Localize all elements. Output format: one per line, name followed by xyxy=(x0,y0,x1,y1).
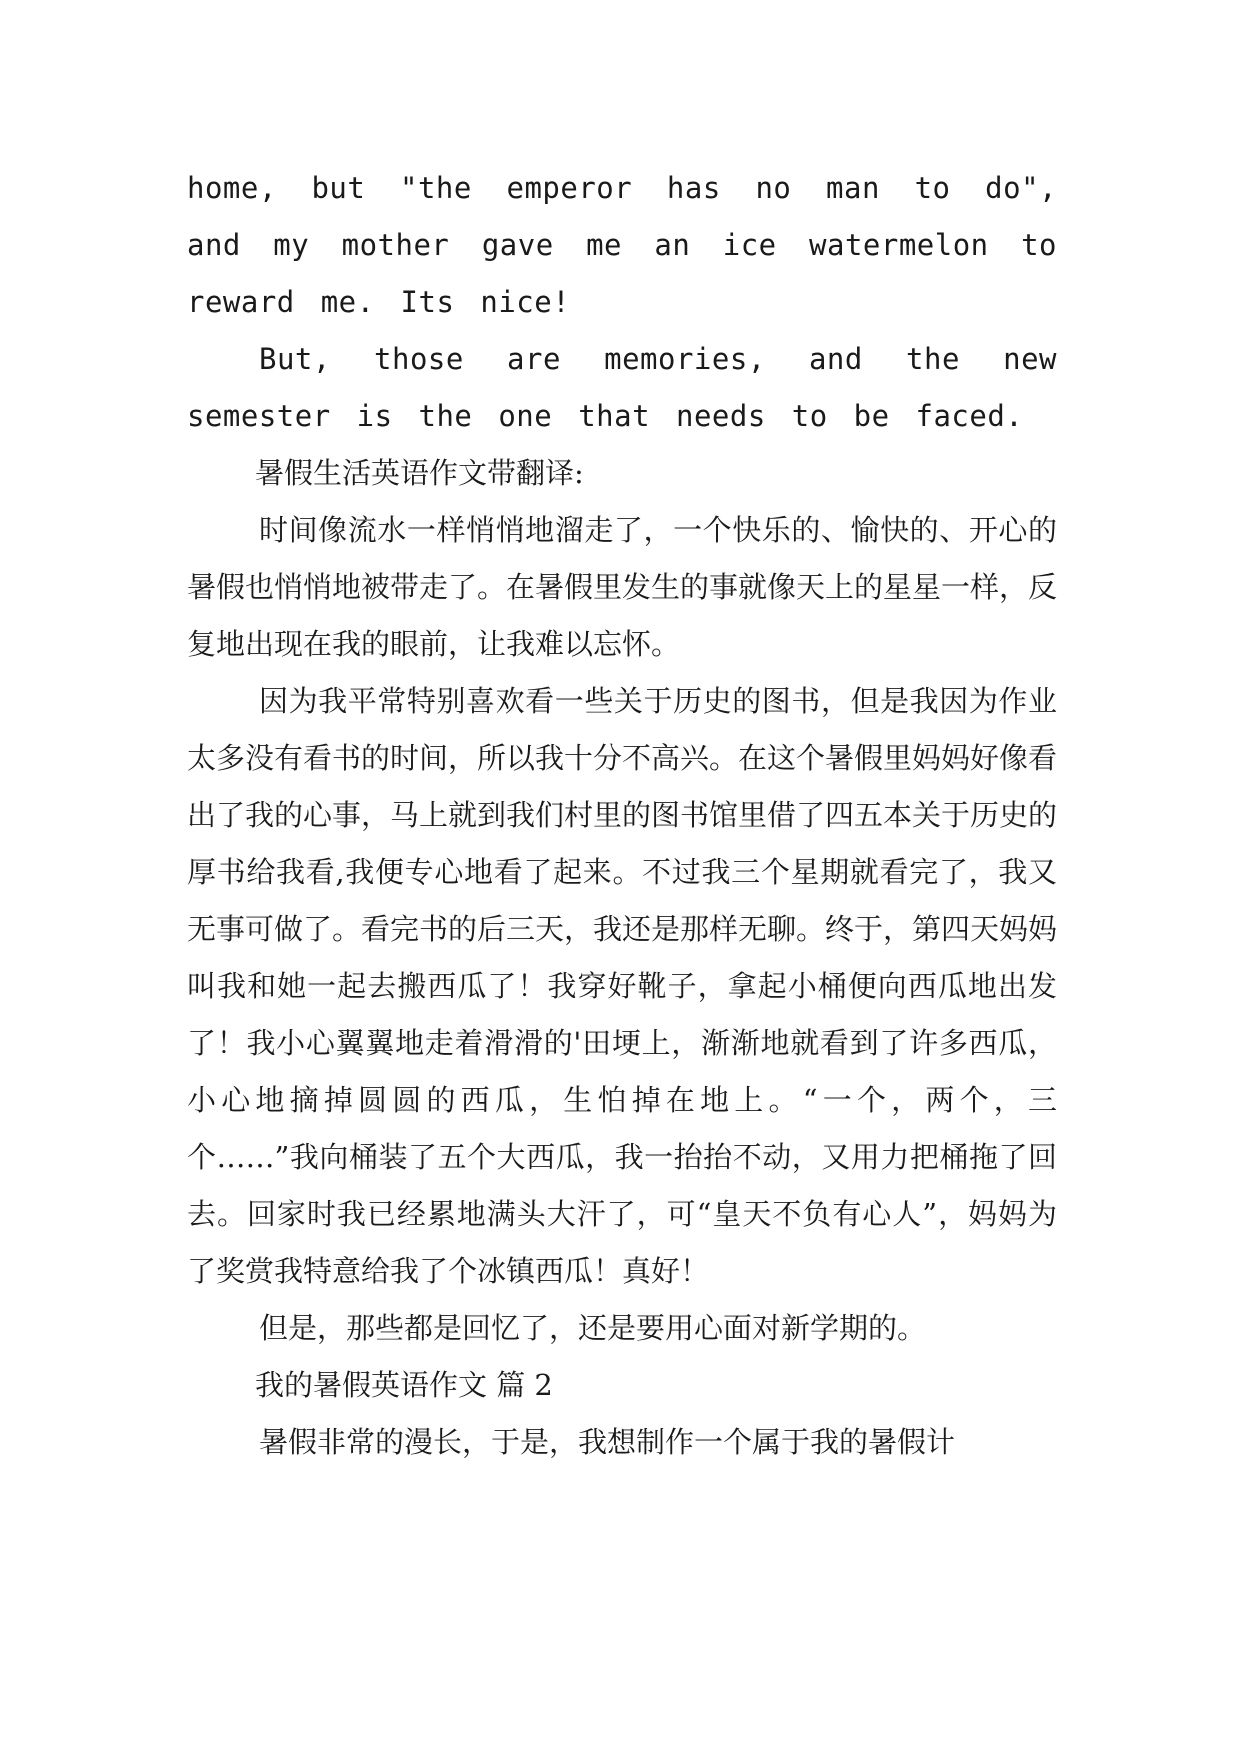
chinese-paragraph-intro: 时间像流水一样悄悄地溜走了，一个快乐的、愉快的、开心的暑假也悄悄地被带走了。在暑假里发生的事就像天上的星星一样，反复地出现在我的眼前，让我难以忘怀。 xyxy=(187,513,1058,661)
chinese-paragraph-plan: 暑假非常的漫长，于是，我想制作一个属于我的暑假计 xyxy=(259,1425,956,1459)
document-body xyxy=(187,160,1057,1471)
english-paragraph-ending: home, but "the emperor has no man to do", and my mother gave me an ice watermelon to reward me. Its nice! xyxy=(187,171,1057,319)
chinese-paragraph-story: 因为我平常特别喜欢看一些关于历史的图书，但是我因为作业太多没有看书的时间，所以我十分不高兴。在这个暑假里妈妈好像看出了我的心事，马上就到我们村里的图书馆里借了四五本关于历史的厚书给我看,我便专心地看了起来。不过我三个星期就看完了，我又无事可做了。看完书的后三天，我还是那样无聊。终于，第四天妈妈叫我和她一起去搬西瓜了！我穿好靴子，拿起小桶便向西瓜地出发了！我小心翼翼地走着滑滑的'田埂上，渐渐地就看到了许多西瓜，小心地摘掉圆圆的西瓜，生怕掉在地上。“一个，两个，三个……”我向桶装了五个大西瓜，我一抬抬不动，又用力把桶拖了回去。回家时我已经累地满头大汗了，可“皇天不负有心人”，妈妈为了奖赏我特意给我了个冰镇西瓜！真好！ xyxy=(187,684,1058,1288)
english-paragraph-memories: But, those are memories, and the new semester is the one that needs to be faced. xyxy=(187,342,1057,433)
translation-heading: 暑假生活英语作文带翻译: xyxy=(255,456,584,490)
essay-title-part-2: 我的暑假英语作文 篇 2 xyxy=(255,1368,553,1402)
chinese-paragraph-conclusion: 但是，那些都是回忆了，还是要用心面对新学期的。 xyxy=(259,1311,927,1345)
